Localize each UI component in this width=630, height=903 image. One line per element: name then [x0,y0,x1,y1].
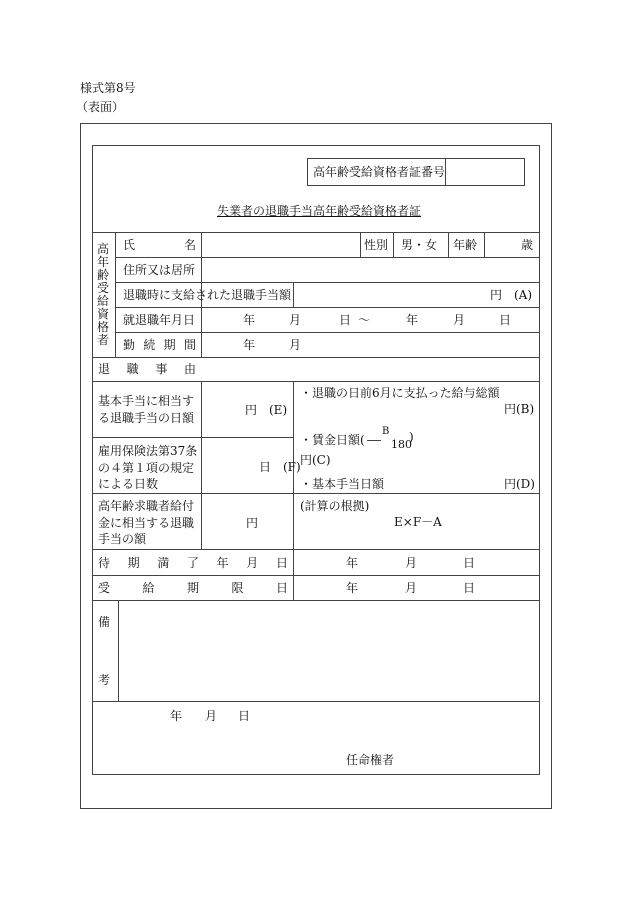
issue-day: 日 [238,709,251,723]
days-unit: 日 (F) [259,460,301,474]
wage-daily-unit: 円(C) [300,453,331,467]
service-period-year: 年 [243,338,256,352]
issue-month: 月 [205,709,218,723]
address-field[interactable] [203,259,538,280]
waiting-period-end-label: 待 期 満 了 年 月 日 [98,556,288,570]
appointing-authority-label: 任命権者 [346,753,395,767]
date-range-tilde: ～ [358,313,371,327]
form-side-label: （表面） [76,100,125,114]
calculation-formula: E×F－A [394,515,442,529]
lump-sum-label-line2: 金に相当する退職 [98,516,195,530]
form-number: 様式第8号 [80,81,136,95]
retirement-reason-label: 退 職 事 由 [98,362,196,376]
employment-end-month: 月 [453,313,466,327]
daily-amount-label-line2: る退職手当の日額 [98,411,195,425]
daily-amount-label-line1: 基本手当に相当す [98,394,195,408]
retirement-reason-field[interactable] [203,359,538,379]
side-label-elderly-eligible: 高 年 齢 受 給 資 格 者 [96,242,109,347]
remarks-field[interactable] [120,602,538,699]
name-field[interactable] [203,234,358,255]
employment-start-month: 月 [289,313,302,327]
employment-end-year: 年 [406,313,419,327]
wage-fraction-numerator: B [382,426,390,437]
employment-end-day: 日 [499,313,512,327]
remarks-label-1: 備 [98,615,111,629]
document-title: 失業者の退職手当高年齢受給資格者証 [217,204,422,218]
retirement-allowance-unit: 円 (A) [490,288,533,302]
retirement-allowance-label: 退職時に支給された退職手当額 [123,288,292,302]
daily-amount-unit: 円 (E) [245,403,288,417]
basic-daily-unit: 円(D) [504,477,535,491]
lump-sum-unit: 円 [246,516,259,530]
basic-daily-label: ・基本手当日額 [300,477,385,491]
name-label: 氏 名 [123,238,196,252]
age-label: 年齢 [453,238,478,252]
remarks-label-2: 考 [98,673,111,687]
days-label-line2: の４第１項の規定 [98,461,195,475]
lump-sum-label-line1: 高年齢求職者給付 [98,499,195,513]
wage-daily-label: ・賃金日額( [300,433,365,447]
issue-year: 年 [170,709,183,723]
employment-date-label: 就退職年月日 [123,313,196,327]
cert-number-label: 高年齢受給資格者証番号 [313,165,446,179]
wage-daily-close-paren: ) [409,430,414,444]
lump-sum-label-line3: 手当の額 [98,532,147,546]
employment-start-day: 日 [339,313,352,327]
service-period-label: 勤 続 期 間 [123,338,196,352]
days-label-line3: による日数 [98,477,159,491]
days-label-line1: 雇用保険法第37条 [98,444,198,458]
salary-total-unit: 円(B) [504,402,535,416]
gender-options[interactable]: 男・女 [401,238,438,252]
gender-label: 性別 [364,238,389,252]
address-label: 住所又は居所 [123,263,196,277]
deadline-month: 月 [405,581,418,595]
age-unit: 歳 [521,238,534,252]
service-period-month: 月 [289,338,302,352]
cert-number-field[interactable] [447,160,523,184]
benefit-deadline-label: 受 給 期 限 日 [98,581,288,595]
deadline-day: 日 [463,581,476,595]
waiting-end-day: 日 [463,556,476,570]
wage-fraction-denominator: 180 [391,438,412,451]
salary-total-label: ・退職の日前6月に支払った給与総額 [300,386,500,400]
waiting-end-month: 月 [405,556,418,570]
employment-start-year: 年 [243,313,256,327]
waiting-end-year: 年 [346,556,359,570]
deadline-year: 年 [346,581,359,595]
calculation-basis-label: (計算の根拠) [300,499,370,513]
